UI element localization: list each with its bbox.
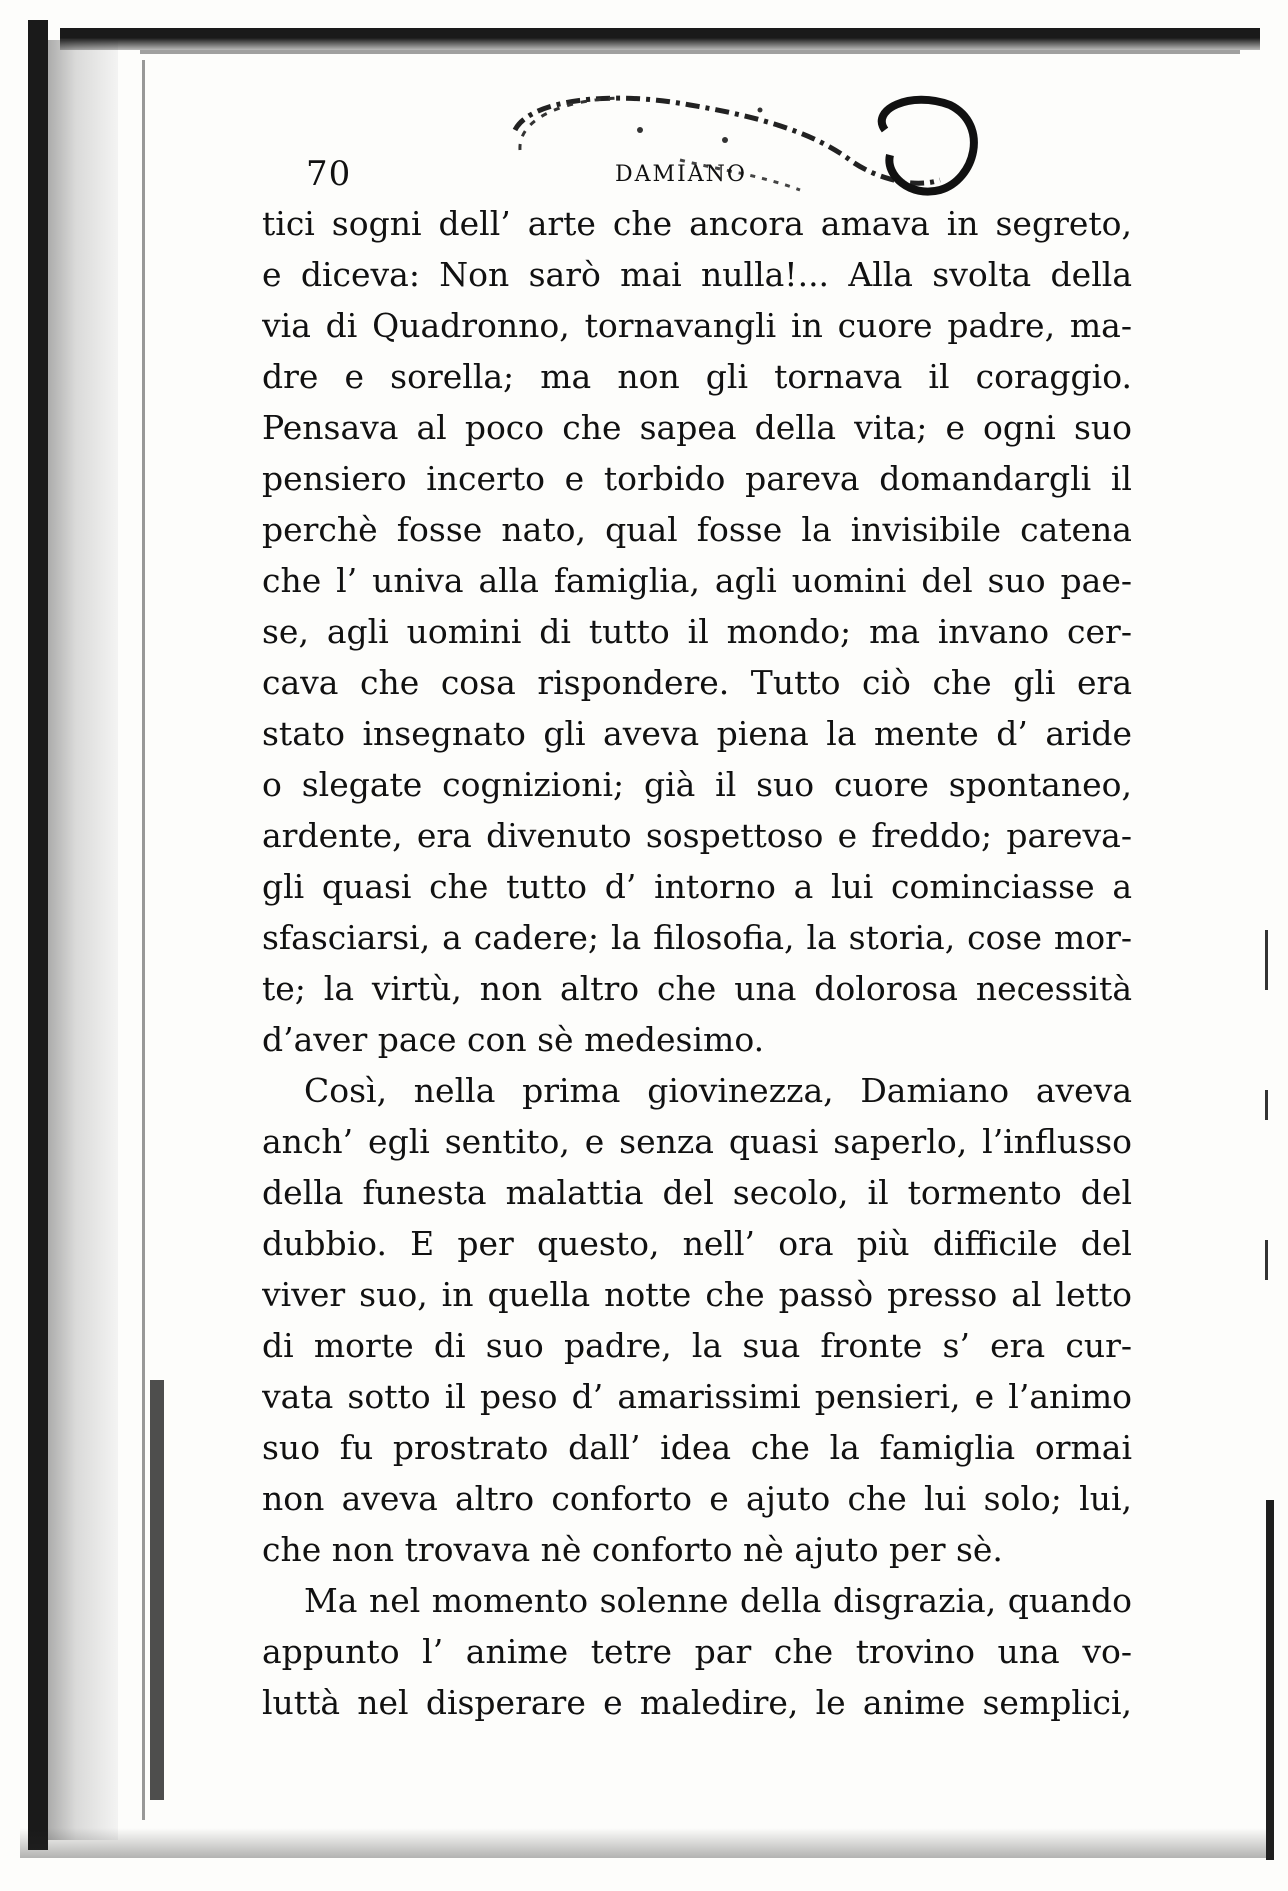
text-line: te; la virtù, non altro che una dolorosa necessità bbox=[262, 969, 1132, 1008]
right-edge-shadow bbox=[1266, 1500, 1274, 1860]
text-line: appunto l’ anime tetre par che trovino una vo- bbox=[262, 1632, 1132, 1671]
right-edge-mark bbox=[1265, 1240, 1268, 1280]
text-line: Ma nel momento solenne della disgrazia, quando bbox=[304, 1581, 1132, 1620]
text-line: ardente, era divenuto sospettoso e freddo; pareva- bbox=[262, 816, 1132, 855]
text-line: Pensava al poco che sapea della vita; e ogni suo bbox=[262, 408, 1132, 447]
text-line: della funesta malattia del secolo, il tormento del bbox=[262, 1173, 1132, 1212]
binding-shadow bbox=[28, 20, 48, 1850]
text-line: e diceva: Non sarò mai nulla!... Alla svolta della bbox=[262, 255, 1132, 294]
paragraph bbox=[262, 1575, 1132, 1728]
text-line: luttà nel disperare e maledire, le anime semplici, bbox=[262, 1683, 1132, 1722]
paragraph bbox=[262, 198, 1132, 1065]
text-line: cava che cosa rispondere. Tutto ciò che gli era bbox=[262, 663, 1132, 702]
text-line: suo fu prostrato dall’ idea che la famiglia ormai bbox=[262, 1428, 1132, 1467]
right-edge-mark bbox=[1265, 930, 1268, 990]
text-line: via di Quadronno, tornavangli in cuore padre, ma- bbox=[262, 306, 1132, 345]
binding-gradient bbox=[48, 40, 118, 1840]
binding-edge-line bbox=[142, 60, 145, 1820]
top-edge-line bbox=[140, 50, 1240, 54]
text-line: viver suo, in quella notte che passò presso al letto bbox=[262, 1275, 1132, 1314]
body-text bbox=[262, 198, 1132, 1728]
text-line: se, agli uomini di tutto il mondo; ma invano cer- bbox=[262, 612, 1132, 651]
text-line: pensiero incerto e torbido pareva domandargli il bbox=[262, 459, 1132, 498]
text-line: dre e sorella; ma non gli tornava il coraggio. bbox=[262, 357, 1132, 396]
text-line: d’aver pace con sè medesimo. bbox=[262, 1020, 765, 1059]
text-line: che non trovava nè conforto nè ajuto per sè. bbox=[262, 1530, 1003, 1569]
text-line: di morte di suo padre, la sua fronte s’ era cur- bbox=[262, 1326, 1132, 1365]
text-line: dubbio. E per questo, nell’ ora più difficile del bbox=[262, 1224, 1132, 1263]
bottom-edge-shadow bbox=[20, 1828, 1270, 1858]
text-line: o slegate cognizioni; già il suo cuore spontaneo, bbox=[262, 765, 1132, 804]
binding-lower-shadow bbox=[150, 1380, 164, 1800]
text-line: Così, nella prima giovinezza, Damiano aveva bbox=[304, 1071, 1132, 1110]
text-line: non aveva altro conforto e ajuto che lui solo; lui, bbox=[262, 1479, 1132, 1518]
text-line: gli quasi che tutto d’ intorno a lui cominciasse a bbox=[262, 867, 1132, 906]
text-line: anch’ egli sentito, e senza quasi saperlo, l’influsso bbox=[262, 1122, 1132, 1161]
right-edge-mark bbox=[1265, 1090, 1268, 1120]
text-line: che l’ univa alla famiglia, agli uomini del suo pae- bbox=[262, 561, 1132, 600]
running-title: DAMIANO bbox=[615, 162, 747, 187]
text-line: vata sotto il peso d’ amarissimi pensieri, e l’animo bbox=[262, 1377, 1132, 1416]
text-line: perchè fosse nato, qual fosse la invisibile catena bbox=[262, 510, 1132, 549]
text-line: stato insegnato gli aveva piena la mente d’ aride bbox=[262, 714, 1132, 753]
page-number: 70 bbox=[306, 154, 352, 194]
text-line: sfasciarsi, a cadere; la filosofia, la storia, cose mor- bbox=[262, 918, 1132, 957]
text-line: tici sogni dell’ arte che ancora amava in segreto, bbox=[262, 204, 1132, 243]
top-edge-shadow bbox=[60, 28, 1260, 50]
paragraph bbox=[262, 1065, 1132, 1575]
